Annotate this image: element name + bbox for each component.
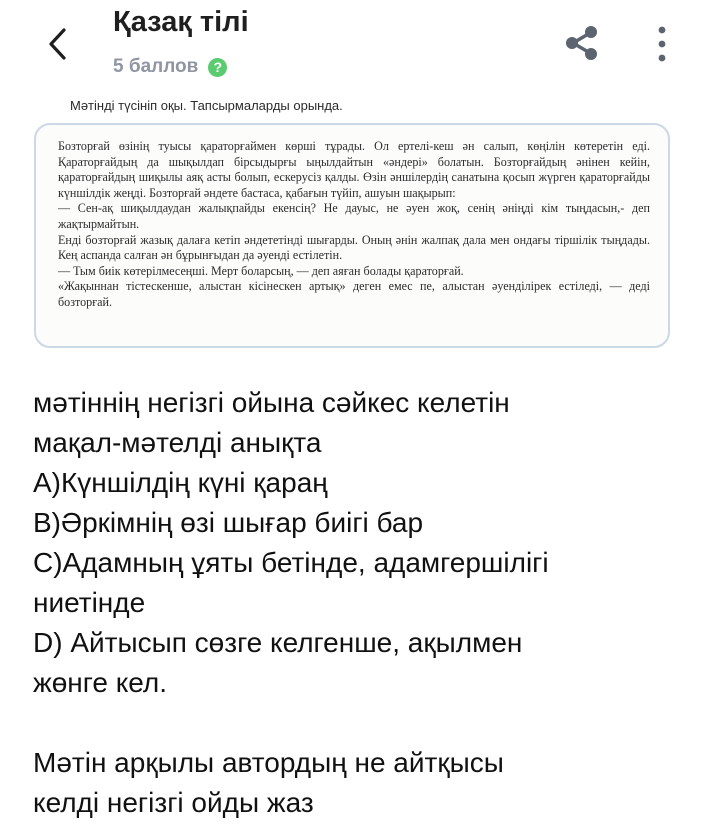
question-line: мәтіннің негізгі ойына сәйкес келетін (33, 387, 510, 418)
second-question-line: келді негізгі ойды жаз (33, 787, 314, 818)
answer-option-c-cont: ниетінде (33, 587, 146, 618)
help-icon[interactable]: ? (208, 58, 227, 77)
back-button[interactable] (36, 22, 80, 66)
second-question-line: Мәтін арқылы автордың не айтқысы (33, 747, 504, 778)
top-bar (0, 0, 706, 95)
task-instruction: Мәтінді түсініп оқы. Тапсырмаларды орында. (70, 98, 343, 113)
reading-text-box (34, 123, 670, 348)
points-text: 5 баллов (113, 56, 199, 77)
text-paragraph: «Жақыннан тістескенше, алыстан кісінескен артық» деген емес пе, алыстан әуенділірек естіледі, — деді бозторғай. (58, 279, 650, 309)
answer-option-b: В)Әркімнің өзі шығар биігі бар (33, 507, 424, 538)
spacer (33, 703, 693, 743)
answer-option-c: С)Адамның ұяты бетінде, адамгершілігі (33, 547, 549, 578)
more-vertical-icon[interactable] (650, 22, 674, 66)
question-line: мақал-мәтелді анықта (33, 427, 322, 458)
chevron-left-icon (47, 26, 69, 62)
reading-text (58, 139, 650, 311)
answer-option-d-cont: жөнге кел. (33, 667, 168, 698)
subject-title: Қазақ тілі (113, 6, 249, 38)
answer-option-d: D) Айтысып сөзге келгенше, ақылмен (33, 627, 523, 658)
share-icon[interactable] (562, 23, 602, 63)
question-body (33, 383, 693, 823)
text-paragraph: — Тым биік көтерілмесеңші. Мерт боларсың, — деп аяған болады қараторғай. (58, 263, 464, 278)
text-paragraph: Бозторғай өзінің туысы қараторғаймен көрші тұрады. Ол ертелі-кеш ән салып, көңілін көтеретін еді. Қараторғайдың да шықылдап бірсыдырғы ыңылдайтын «әндері» болатын. Бозторғайдың әнінен кейін, қараторғайдың шиқылы аяқ асты болып, ескерусіз қалды. Өзін әншілердің санатына қосып жүрген қараторғайды күншілдік жеңді. Бозторғай әндете бастаса, қабағын түйіп, ашуын шақырып: (58, 139, 650, 200)
answer-option-a: А)Күншілдің күні қараң (33, 467, 328, 498)
text-paragraph: — Сен-ақ шиқылдаудан жалықпайды екенсің? Не дауыс, не әуен жоқ, сенің әніңді кім тыңдасын,- деп жақтырмайтын. (58, 201, 650, 231)
points-label (113, 56, 227, 78)
text-paragraph: Енді бозторғай жазық далаға кетіп әндететінді шығарды. Оның әнін жалпақ дала мен ондағы тіршілік тыңдады. Кең аспанда салған ән бұрынғыдан да әуенді естілетін. (58, 232, 650, 263)
